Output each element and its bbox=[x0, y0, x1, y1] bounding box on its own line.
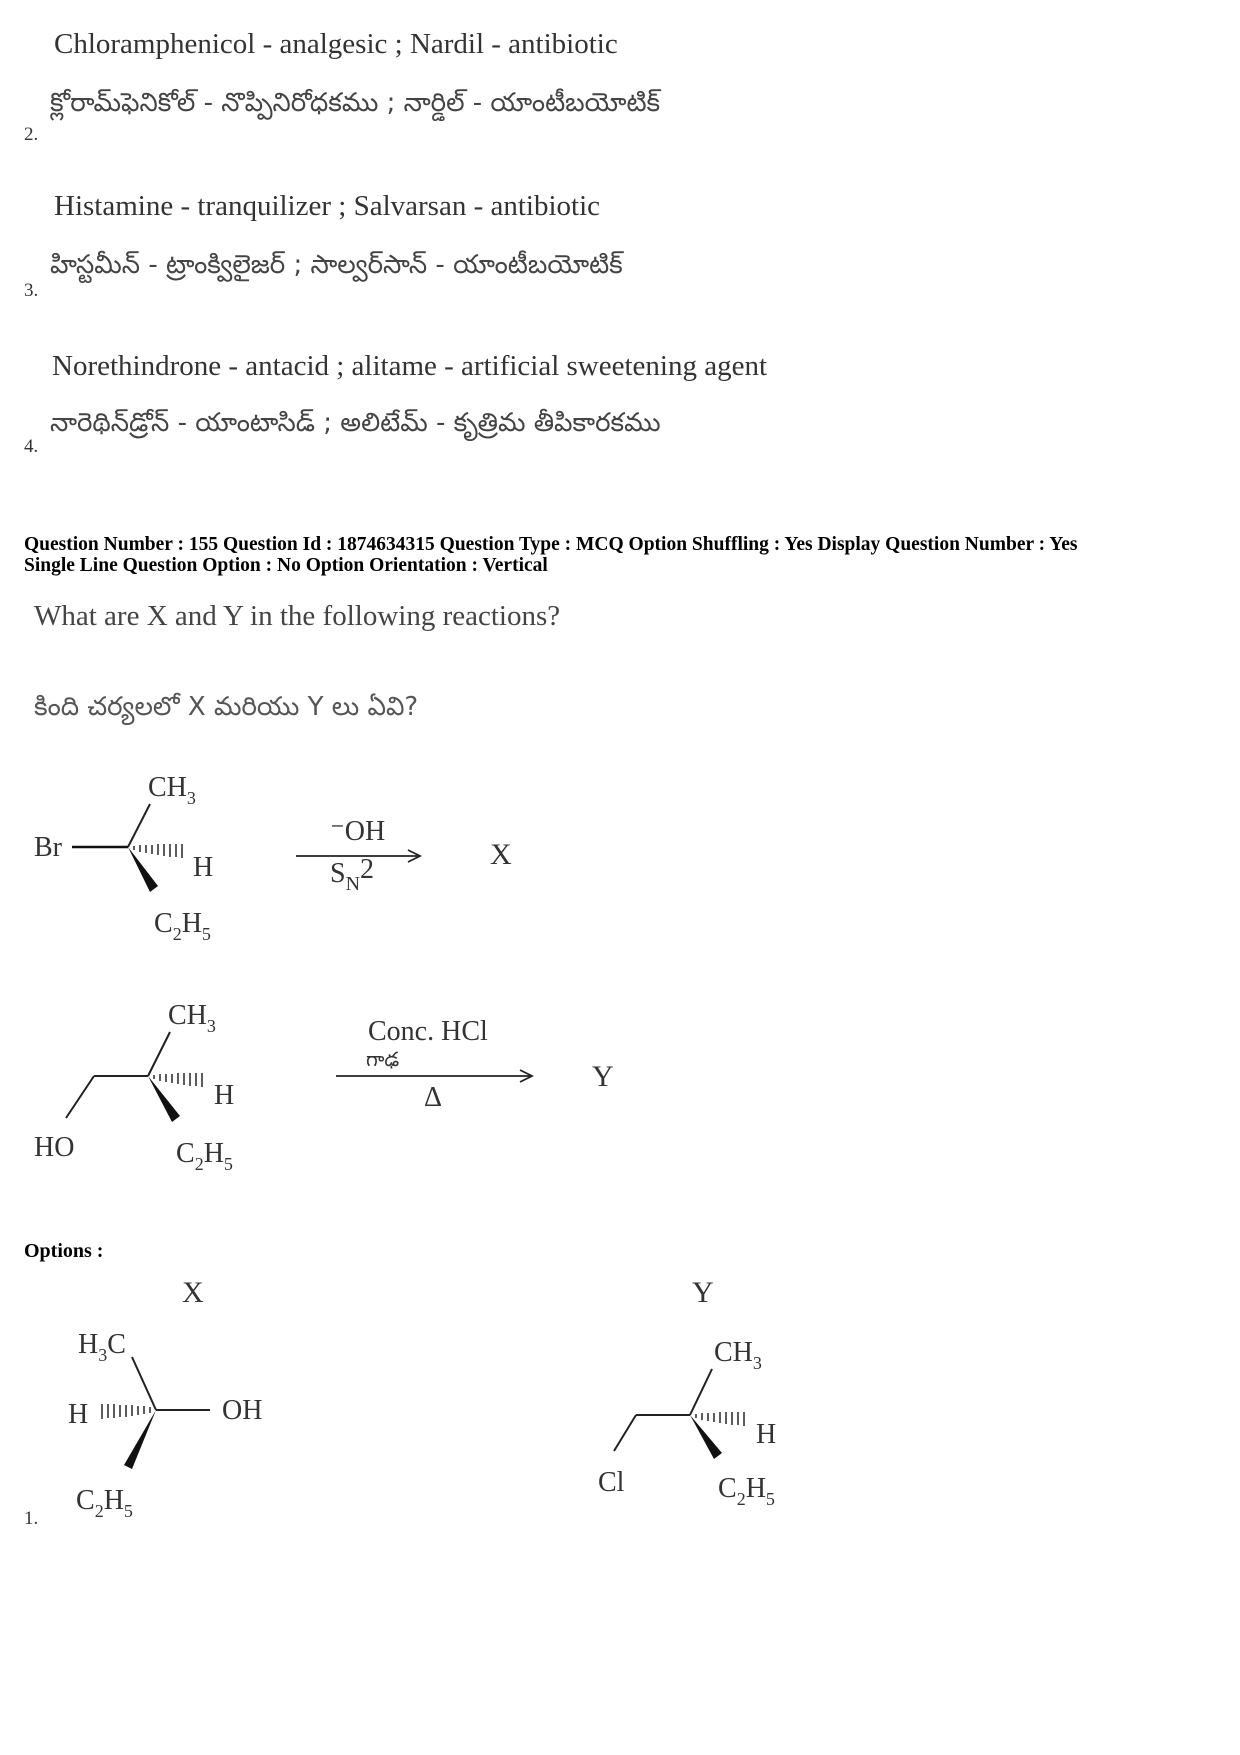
option-4-telugu: నారెథిన్‌డ్రోన్ - యాంటాసిడ్ ; అలిటేమ్ - కృత్రిమ తీపికారకము bbox=[50, 408, 661, 438]
option-1-x-wedge-bond bbox=[124, 1410, 156, 1469]
option-1-x-h3c-label: $H_3C$ bbox=[78, 1329, 126, 1365]
reaction-2-diagram bbox=[0, 990, 640, 1190]
r1-wedge-bond bbox=[128, 847, 158, 892]
r1-reagent-top: ⁻OH bbox=[330, 816, 386, 847]
question-meta-line1: Question Number : 155 Question Id : 1874634315 Question Type : MCQ Option Shuffling : Yes Display Question Number : Yes bbox=[24, 534, 1078, 555]
option-3-english: Histamine - tranquilizer ; Salvarsan - antibiotic bbox=[54, 190, 601, 222]
option-1-y-wedge-bond bbox=[690, 1415, 722, 1459]
option-1-x-c2h5-label: $C_2H_5$ bbox=[76, 1485, 133, 1521]
option-2-english: Chloramphenicol - analgesic ; Nardil - antibiotic bbox=[54, 28, 618, 60]
r2-ho-bond bbox=[66, 1076, 94, 1118]
r2-wedge-bond bbox=[148, 1076, 180, 1122]
option-3-number[interactable]: 3. bbox=[24, 280, 39, 301]
option-1-x-h3c-bond bbox=[132, 1357, 156, 1410]
r1-reagent-bottom: $S_N2$ bbox=[330, 854, 375, 895]
r2-hash-bond bbox=[154, 1073, 202, 1087]
r2-ho-label: HO bbox=[34, 1132, 75, 1163]
option-1-y-h-label: H bbox=[756, 1419, 777, 1450]
r2-reagent-bottom: Δ bbox=[424, 1082, 443, 1113]
option-3-telugu: హిస్టమీన్ - ట్రాంక్విలైజర్ ; సాల్వర్‌సాన్ - యాంటీబయోటిక్ bbox=[50, 250, 623, 280]
option-1-y-label: Y bbox=[692, 1276, 714, 1309]
option-1-y-cl-bond bbox=[614, 1415, 636, 1451]
option-1-x-h-label: H bbox=[68, 1399, 89, 1430]
option-1-y-ch3-bond bbox=[690, 1369, 712, 1415]
r2-product-y: Y bbox=[592, 1060, 614, 1093]
option-1-structures bbox=[0, 1265, 820, 1525]
r1-h-label: H bbox=[193, 852, 214, 883]
option-1-number[interactable]: 1. bbox=[24, 1508, 39, 1529]
option-1-y-ch3-label: $CH_3$ bbox=[714, 1337, 762, 1373]
question-text-english: What are X and Y in the following reactions? bbox=[34, 600, 561, 632]
option-4-english: Norethindrone - antacid ; alitame - artificial sweetening agent bbox=[52, 350, 768, 382]
r2-reagent-telugu: గాఢ bbox=[366, 1047, 400, 1071]
option-1-y-cl-label: Cl bbox=[598, 1467, 625, 1498]
r1-br-label: Br bbox=[34, 832, 62, 863]
option-1-y-hash-bond bbox=[696, 1412, 744, 1426]
r1-ch3-label: $CH_3$ bbox=[148, 772, 196, 808]
option-1-x-oh-label: OH bbox=[222, 1395, 263, 1426]
option-1-x-hash-bond bbox=[102, 1404, 150, 1419]
r2-ch3-label: $CH_3$ bbox=[168, 1000, 216, 1036]
r1-ch3-bond bbox=[128, 804, 150, 847]
option-2-number[interactable]: 2. bbox=[24, 124, 39, 145]
r1-c2h5-label: $C_2H_5$ bbox=[154, 908, 211, 944]
r2-c2h5-label: $C_2H_5$ bbox=[176, 1138, 233, 1174]
question-text-telugu: కింది చర్యలలో X మరియు Y లు ఏవి? bbox=[34, 692, 419, 722]
question-meta-line2: Single Line Question Option : No Option Orientation : Vertical bbox=[24, 555, 548, 576]
r1-product-x: X bbox=[490, 838, 512, 871]
option-1-x-label: X bbox=[182, 1276, 204, 1309]
reaction-1-diagram bbox=[0, 760, 600, 960]
r1-hash-bond bbox=[134, 844, 182, 858]
option-4-number[interactable]: 4. bbox=[24, 436, 39, 457]
r2-h-label: H bbox=[214, 1080, 235, 1111]
r2-reagent-top: Conc. HCl bbox=[368, 1016, 488, 1047]
r2-ch3-bond bbox=[148, 1032, 170, 1076]
option-1-y-c2h5-label: $C_2H_5$ bbox=[718, 1473, 775, 1509]
option-2-telugu: క్లోరామ్‌ఫెనికోల్ - నొప్పినిరోధకము ; నార్డిల్ - యాంటీబయోటిక్ bbox=[50, 88, 661, 118]
options-label: Options : bbox=[24, 1240, 104, 1262]
